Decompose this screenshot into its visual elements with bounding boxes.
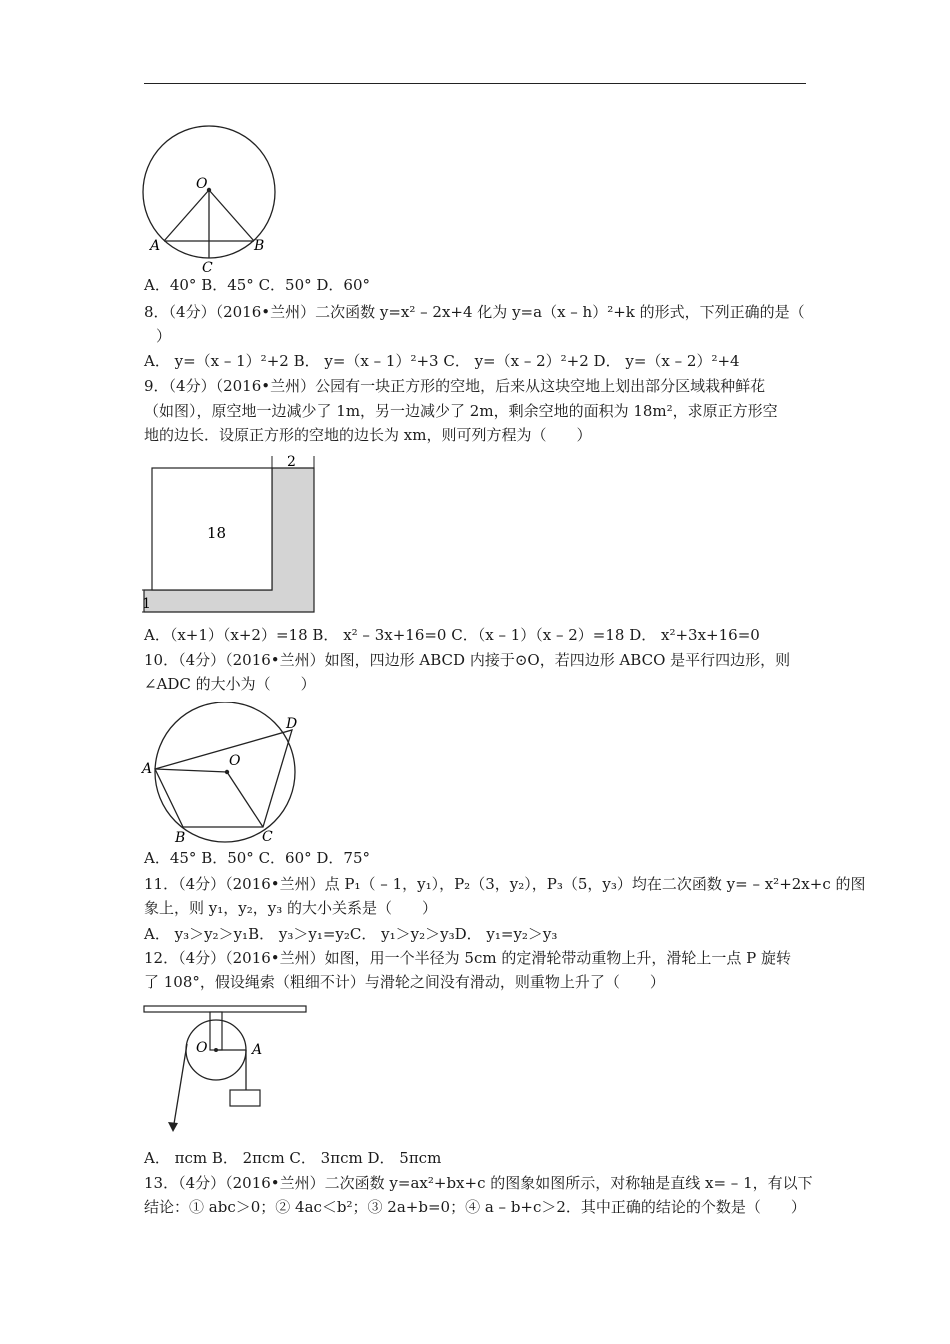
q12-pulley-mount [210, 1012, 222, 1050]
q7-segment-oa [164, 190, 209, 241]
q12-rope-left [173, 1044, 187, 1130]
q12-label-a: A [252, 1042, 263, 1058]
q10-label-a: A [142, 761, 153, 777]
q12-center-dot [214, 1048, 218, 1052]
q12-stem-1: 12．（4分）（2016•兰州）如图，用一个半径为 5cm 的定滑轮带动重物上升，滑轮上一点 P 旋转 [144, 949, 791, 967]
q12-rope-arrow [168, 1122, 178, 1132]
q10-segment-ao [155, 769, 227, 772]
q9-options: A．（x+1）（x+2）=18 B． x² – 3x+16=0 C．（x – 1）（x – 2）=18 D． x²+3x+16=0 [144, 626, 760, 644]
q11-stem-1: 11．（4分）（2016•兰州）点 P₁（ – 1，y₁），P₂（3，y₂），P₃（5，y₃）均在二次函数 y= – x²+2x+c 的图 [144, 875, 866, 893]
q10-options: A．45° B．50° C．60° D．75° [144, 849, 371, 867]
q7-options: A．40° B．45° C．50° D．60° [144, 276, 371, 294]
q10-label-o: O [229, 753, 241, 769]
q12-stem-2: 了 108°，假设绳索（粗细不计）与滑轮之间没有滑动，则重物上升了（ ） [144, 973, 665, 991]
q10-quadrilateral-abcd [155, 730, 292, 827]
q10-label-c: C [262, 829, 273, 845]
q9-stem-3: 地的边长．设原正方形的空地的边长为 xm，则可列方程为（ ） [144, 426, 592, 444]
q12-weight [230, 1090, 260, 1106]
q10-circle-figure [138, 702, 310, 846]
q12-ceiling-bar [144, 1006, 306, 1012]
q10-stem-2: ∠ADC 的大小为（ ） [144, 675, 316, 693]
q9-stem-2: （如图），原空地一边减少了 1m，另一边减少了 2m，剩余空地的面积为 18m²，求原正方形空 [144, 402, 778, 420]
header-rule [144, 83, 806, 84]
q7-segment-ob [209, 190, 254, 241]
q12-pulley-figure [140, 1000, 312, 1140]
q11-options: A． y₃＞y₂＞y₁B． y₃＞y₁=y₂C． y₁＞y₂＞y₃D． y₁=y₂＞y₃ [144, 925, 558, 943]
q7-label-b: B [254, 238, 265, 254]
q9-label-area: 18 [207, 524, 227, 542]
q10-center-dot [225, 770, 229, 774]
q10-segment-oc [227, 772, 263, 827]
q8-stem: 8．（4分）（2016•兰州）二次函数 y=x² – 2x+4 化为 y=a（x – h）²+k 的形式，下列正确的是（ [144, 303, 805, 321]
q12-options: A． πcm B． 2πcm C． 3πcm D． 5πcm [144, 1149, 442, 1167]
q9-label-left: 1 [142, 596, 151, 612]
q8-stem-cont: ） [156, 327, 172, 345]
q10-label-d: D [286, 716, 298, 732]
q10-label-b: B [175, 830, 186, 846]
q7-label-o: O [196, 176, 208, 192]
q12-label-o: O [196, 1040, 208, 1056]
q9-label-top: 2 [287, 454, 296, 470]
q13-stem-2: 结论：① abc＞0；② 4ac＜b²；③ 2a+b=0；④ a – b+c＞2．其中正确的结论的个数是（ ） [144, 1198, 806, 1216]
q7-label-c: C [202, 260, 213, 274]
q8-options: A． y=（x – 1）²+2 B． y=（x – 1）²+3 C． y=（x – 2）²+2 D． y=（x – 2）²+4 [144, 352, 740, 370]
q10-stem-1: 10．（4分）（2016•兰州）如图，四边形 ABCD 内接于⊙O，若四边形 ABCO 是平行四边形，则 [144, 651, 791, 669]
q11-stem-2: 象上，则 y₁，y₂，y₃ 的大小关系是（ ） [144, 899, 437, 917]
q9-square-figure [140, 452, 320, 616]
q13-stem-1: 13．（4分）（2016•兰州）二次函数 y=ax²+bx+c 的图象如图所示，对称轴是直线 x= – 1，有以下 [144, 1174, 813, 1192]
q7-circle-figure [140, 122, 285, 274]
q9-stem-1: 9．（4分）（2016•兰州）公园有一块正方形的空地，后来从这块空地上划出部分区域栽种鲜花 [144, 377, 766, 395]
q7-label-a: A [150, 238, 161, 254]
